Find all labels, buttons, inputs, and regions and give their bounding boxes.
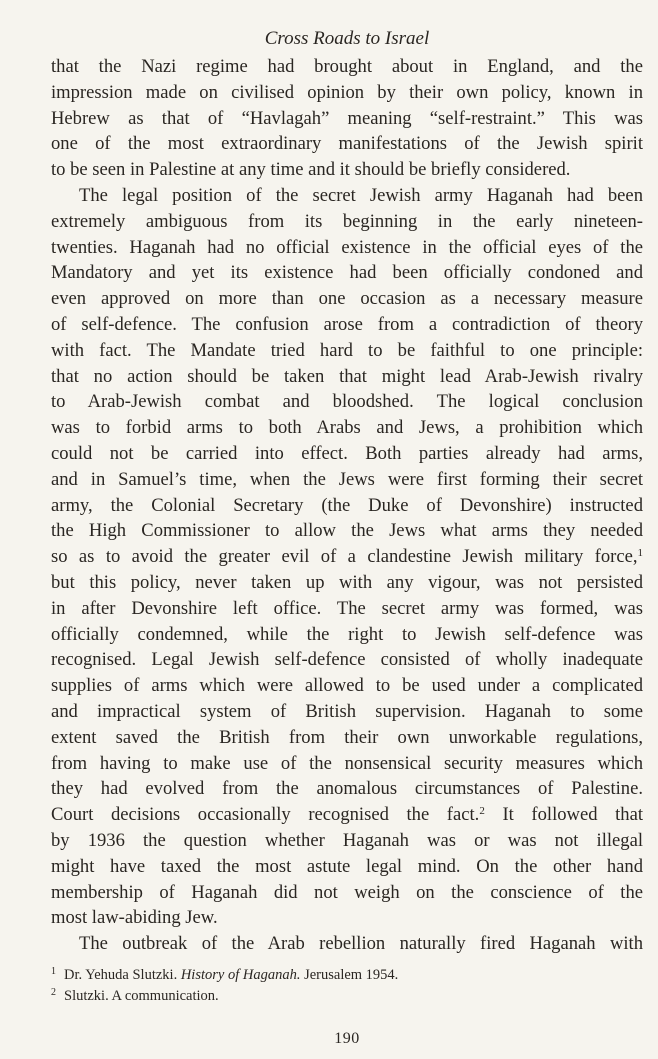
text-line: most law-abiding Jew. [51, 907, 218, 929]
footnote-mark: 2 [51, 986, 56, 998]
text-line: The legal position of the secret Jewish army Haganah had been [79, 184, 643, 206]
footnote-1 [51, 965, 643, 986]
text-line: they had evolved from the anomalous circumstances of Palestine. [51, 778, 643, 800]
text-line: by 1936 the question whether Haganah was or was not illegal [51, 829, 643, 851]
text-line: even approved on more than one occasion as a necessary measure [51, 288, 643, 310]
footnote-text: Dr. Yehuda Slutzki. [64, 966, 181, 983]
footnote-ref-1[interactable]: 1 [637, 547, 643, 560]
footnote-mark: 1 [51, 965, 56, 977]
text-line: extremely ambiguous from its beginning in the early nineteen- [51, 210, 643, 232]
text-line: could not be carried into effect. Both parties already had arms, [51, 442, 643, 464]
text-line: The outbreak of the Arab rebellion naturally fired Haganah with [79, 933, 643, 955]
text-line: one of the most extraordinary manifestations of the Jewish spirit [51, 133, 643, 155]
text-line: twenties. Haganah had no official existence in the official eyes of the [51, 236, 643, 258]
running-head: Cross Roads to Israel [264, 28, 430, 49]
text-line: and impractical system of British supervision. Haganah to some [51, 700, 643, 722]
text-line: was to forbid arms to both Arabs and Jews, a prohibition which [51, 417, 643, 439]
body-text [51, 54, 643, 957]
paragraph-3 [51, 931, 643, 957]
footnote-text: Slutzki. A communication. [64, 987, 219, 1004]
paragraph-1 [51, 54, 643, 183]
text-line: might have taxed the most astute legal mind. On the other hand [51, 855, 643, 877]
text-line-with-ref [51, 544, 643, 570]
footnote-text: Jerusalem 1954. [300, 966, 399, 983]
text-line: membership of Haganah did not weigh on the conscience of the [51, 881, 643, 903]
footnote-2 [51, 986, 643, 1007]
text-line: impression made on civilised opinion by their own policy, known in [51, 81, 643, 103]
text-line: Hebrew as that of “Havlagah” meaning “self-restraint.” This was [51, 107, 643, 129]
text-line: of self-defence. The confusion arose from a contradiction of theory [51, 313, 643, 335]
text-line: recognised. Legal Jewish self-defence consisted of wholly inadequate [51, 649, 643, 671]
text-line: and in Samuel’s time, when the Jews were first forming their secret [51, 468, 643, 490]
book-page [51, 26, 644, 1047]
text-line: officially condemned, while the right to Jewish self-defence was [51, 623, 643, 645]
text-line-with-ref [51, 802, 643, 828]
footnotes [51, 965, 643, 1007]
text-line: Mandatory and yet its existence had been officially condoned and [51, 262, 643, 284]
footnote-title: History of Haganah. [180, 966, 301, 983]
text-line: to Arab-Jewish combat and bloodshed. The logical conclusion [51, 391, 643, 413]
text-line: the High Commissioner to allow the Jews what arms they needed [51, 520, 643, 542]
text-line: that the Nazi regime had brought about in England, and the [51, 56, 643, 77]
text-line: but this policy, never taken up with any vigour, was not persisted [51, 571, 643, 593]
text-segment: Court decisions occasionally recognised the fact. [51, 804, 480, 826]
footnote-ref-2[interactable]: 2 [479, 805, 485, 818]
paragraph-2 [51, 183, 643, 931]
text-line: in after Devonshire left office. The secret army was formed, was [51, 597, 643, 619]
text-line: army, the Colonial Secretary (the Duke of Devonshire) instructed [51, 494, 643, 516]
text-line: to be seen in Palestine at any time and it should be briefly considered. [51, 159, 571, 181]
text-line: that no action should be taken that might lead Arab-Jewish rivalry [51, 365, 643, 387]
page-number: 190 [334, 1030, 360, 1047]
text-line: from having to make use of the nonsensical security measures which [51, 752, 643, 774]
text-segment: It followed that [484, 804, 644, 826]
text-line: with fact. The Mandate tried hard to be faithful to one principle: [51, 339, 643, 361]
text-line: supplies of arms which were allowed to be used under a complicated [51, 675, 643, 697]
text-line: extent saved the British from their own unworkable regulations, [51, 726, 643, 748]
text-segment: so as to avoid the greater evil of a clandestine Jewish military force, [51, 546, 638, 568]
